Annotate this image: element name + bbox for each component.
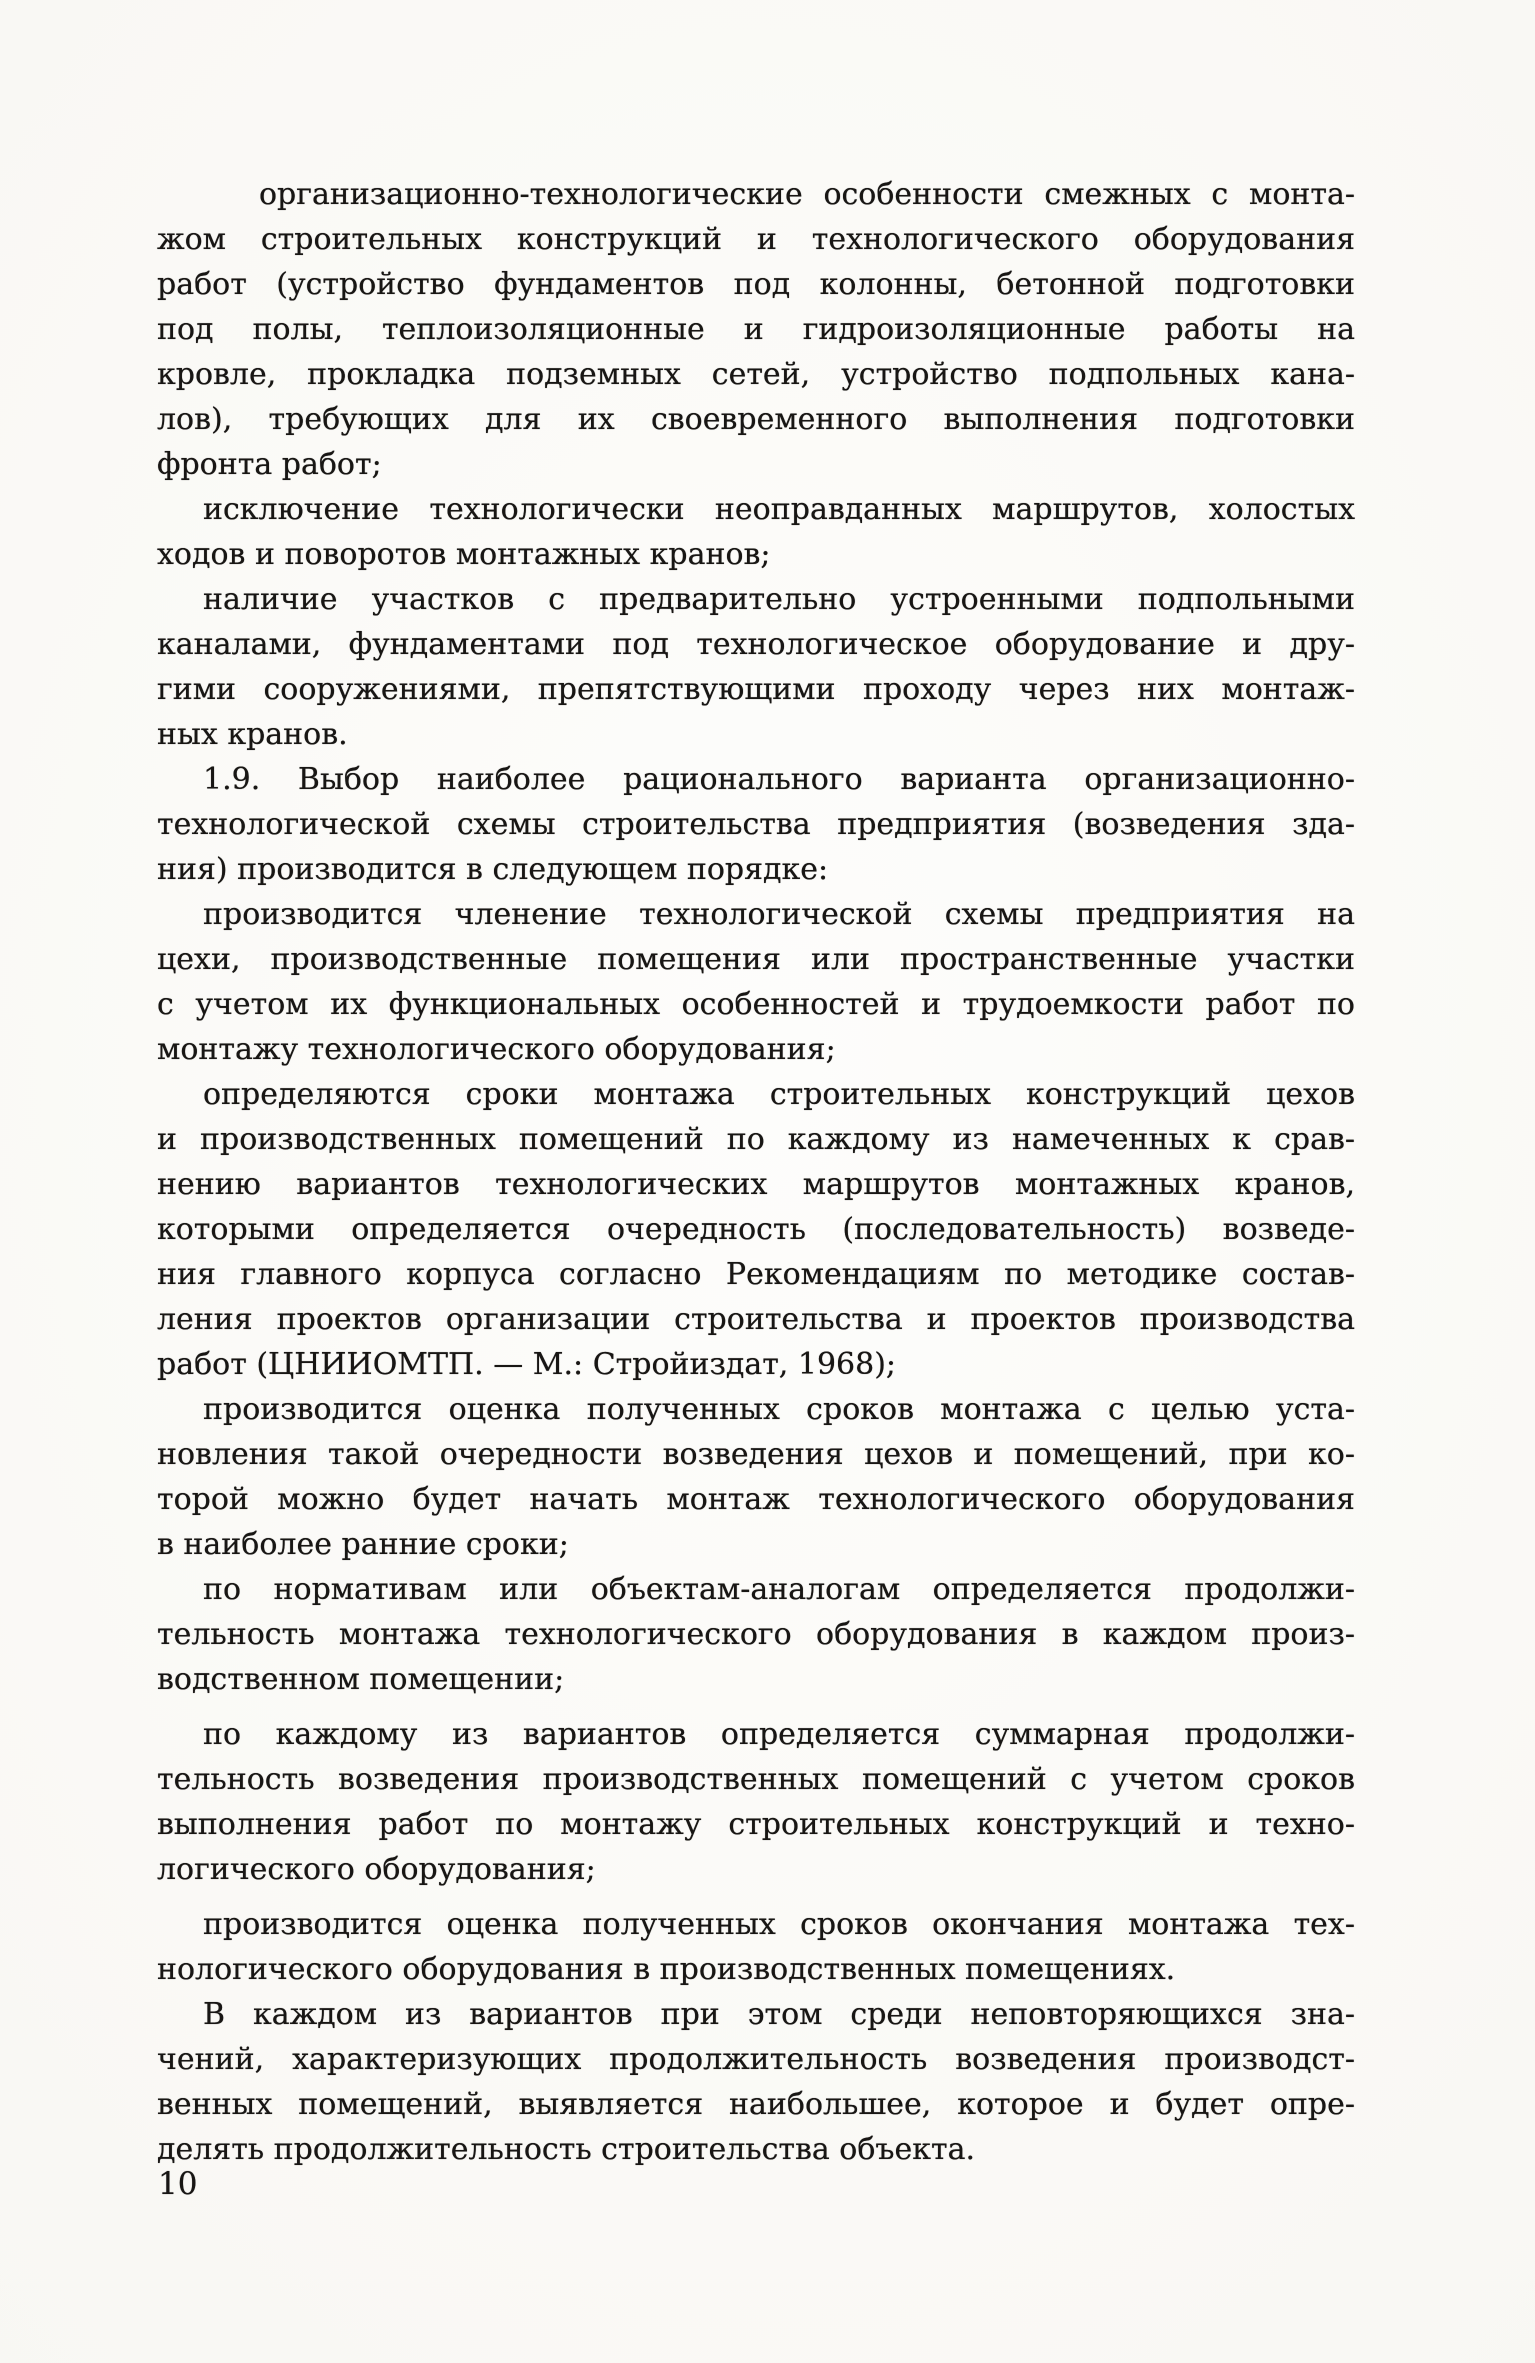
text-line: ходов и поворотов монтажных кранов; bbox=[157, 537, 771, 572]
text-line: с учетом их функциональных особенностей и трудоемкости работ по bbox=[157, 987, 1355, 1022]
text-line: которыми определяется очередность (последовательность) возведе- bbox=[157, 1212, 1355, 1247]
text-line: выполнения работ по монтажу строительных конструкций и техно- bbox=[157, 1807, 1355, 1842]
text-line: чений, характеризующих продолжительность возведения производст- bbox=[157, 2042, 1355, 2077]
text-line: производится оценка полученных сроков монтажа с целью уста- bbox=[203, 1392, 1355, 1427]
text-line: нению вариантов технологических маршрутов монтажных кранов, bbox=[157, 1167, 1355, 1202]
text-line: цехи, производственные помещения или пространственные участки bbox=[157, 942, 1355, 977]
text-line: фронта работ; bbox=[157, 447, 382, 482]
text-line: производится оценка полученных сроков окончания монтажа тех- bbox=[203, 1907, 1355, 1942]
text-line: нологического оборудования в производственных помещениях. bbox=[157, 1952, 1176, 1987]
text-line: логического оборудования; bbox=[157, 1852, 596, 1887]
text-line: работ (устройство фундаментов под колонны, бетонной подготовки bbox=[157, 267, 1355, 302]
text-line: определяются сроки монтажа строительных конструкций цехов bbox=[203, 1077, 1355, 1112]
text-line: 1.9. Выбор наиболее рационального варианта организационно- bbox=[203, 762, 1355, 797]
text-line: делять продолжительность строительства объекта. bbox=[157, 2132, 976, 2167]
text-line: монтажу технологического оборудования; bbox=[157, 1032, 836, 1067]
text-line: тельность возведения производственных помещений с учетом сроков bbox=[157, 1762, 1355, 1797]
text-line: организационно-технологические особенности смежных с монта- bbox=[259, 177, 1355, 212]
text-line: тельность монтажа технологического оборудования в каждом произ- bbox=[157, 1617, 1355, 1652]
text-line: исключение технологически неоправданных маршрутов, холостых bbox=[203, 492, 1355, 527]
text-line: технологической схемы строительства предприятия (возведения зда- bbox=[157, 807, 1355, 842]
text-line: лов), требующих для их своевременного выполнения подготовки bbox=[157, 402, 1355, 437]
text-line: работ (ЦНИИОМТП. — М.: Стройиздат, 1968); bbox=[157, 1347, 897, 1382]
text-line: новления такой очередности возведения цехов и помещений, при ко- bbox=[157, 1437, 1355, 1472]
text-line: под полы, теплоизоляционные и гидроизоляционные работы на bbox=[157, 312, 1355, 347]
text-block bbox=[157, 172, 1355, 2172]
text-line: ния главного корпуса согласно Рекомендациям по методике состав- bbox=[157, 1257, 1355, 1292]
page-number: 10 bbox=[158, 2166, 198, 2202]
text-line: торой можно будет начать монтаж технологического оборудования bbox=[157, 1482, 1355, 1517]
text-line: жом строительных конструкций и технологического оборудования bbox=[157, 222, 1355, 257]
text-line: наличие участков с предварительно устроенными подпольными bbox=[203, 582, 1355, 617]
text-line: В каждом из вариантов при этом среди неповторяющихся зна- bbox=[203, 1997, 1355, 2032]
text-line: гими сооружениями, препятствующими проходу через них монтаж- bbox=[157, 672, 1355, 707]
text-line: водственном помещении; bbox=[157, 1662, 565, 1697]
text-line: венных помещений, выявляется наибольшее, которое и будет опре- bbox=[157, 2087, 1355, 2122]
text-line: ления проектов организации строительства и проектов производства bbox=[157, 1302, 1355, 1337]
text-line: каналами, фундаментами под технологическое оборудование и дру- bbox=[157, 627, 1355, 662]
text-line: ных кранов. bbox=[157, 717, 348, 752]
text-line: ния) производится в следующем порядке: bbox=[157, 852, 829, 887]
text-line: производится членение технологической схемы предприятия на bbox=[203, 897, 1355, 932]
text-line: по каждому из вариантов определяется суммарная продолжи- bbox=[203, 1717, 1355, 1752]
text-line: в наиболее ранние сроки; bbox=[157, 1527, 569, 1562]
text-line: по нормативам или объектам-аналогам определяется продолжи- bbox=[203, 1572, 1355, 1607]
text-line: и производственных помещений по каждому из намеченных к срав- bbox=[157, 1122, 1355, 1157]
text-line: кровле, прокладка подземных сетей, устройство подпольных кана- bbox=[157, 357, 1355, 392]
